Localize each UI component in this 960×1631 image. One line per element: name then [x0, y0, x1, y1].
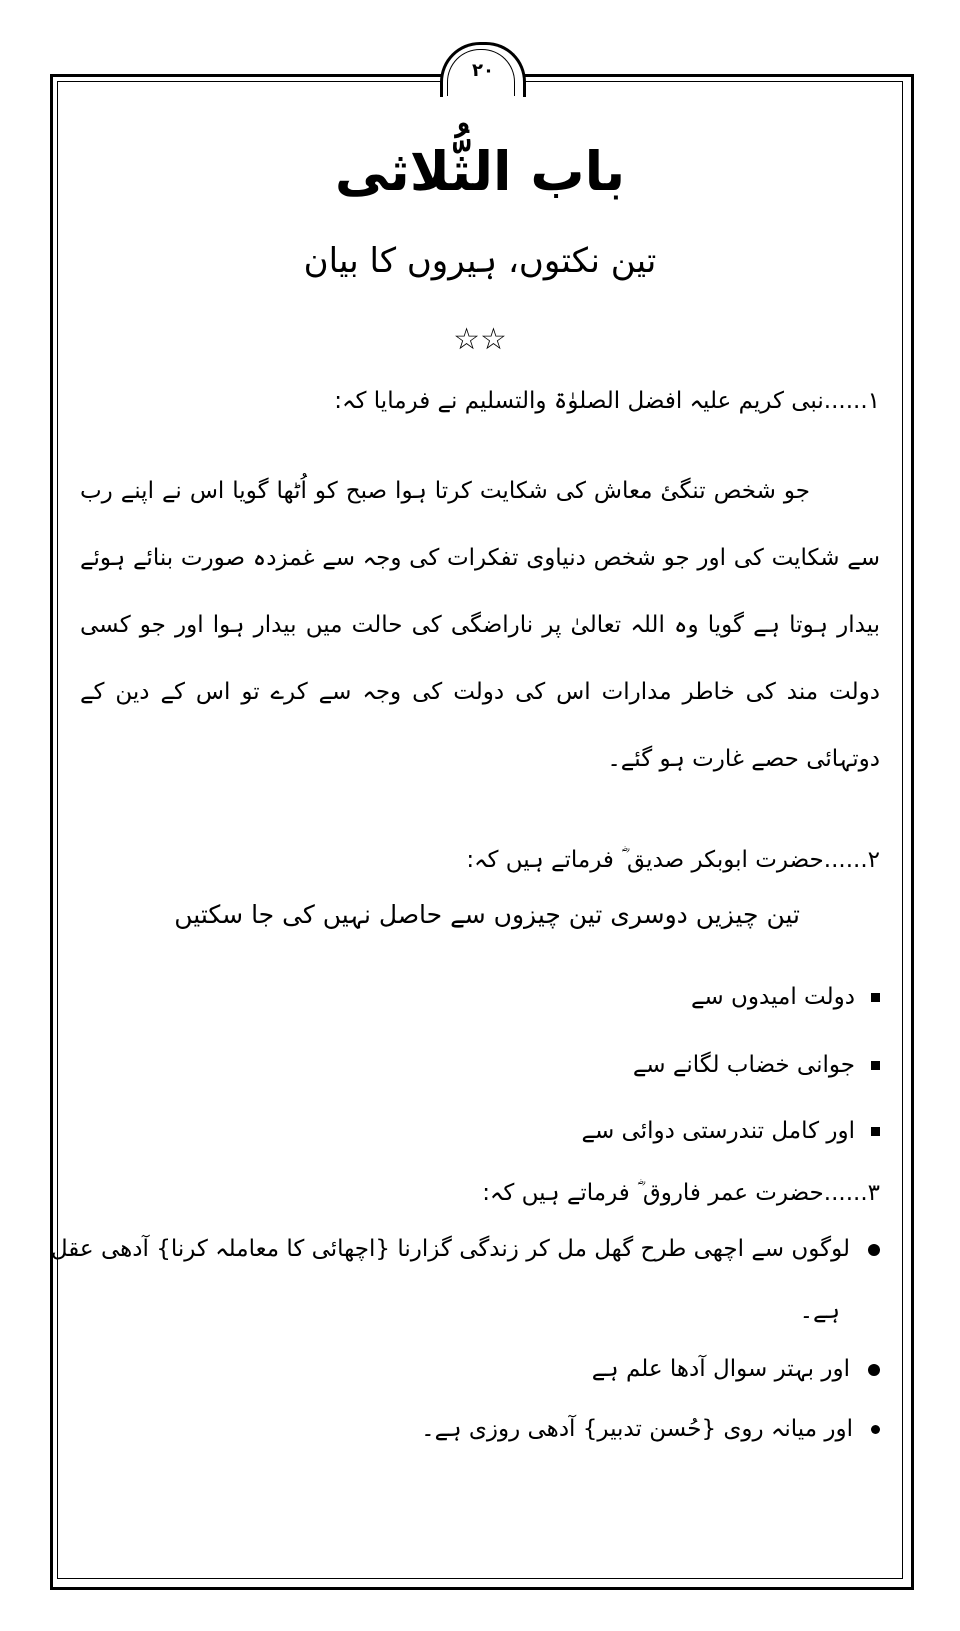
list-item-text: لوگوں سے اچھی طرح گھل مل کر زندگی گزارنا {اچھائی کا معاملہ کرنا} آدھی عقل	[50, 1236, 850, 1262]
circle-bullet-icon	[868, 1244, 880, 1256]
chapter-subtitle: تین نکتوں، ہیروں کا بیان	[303, 241, 657, 281]
section-2-quote: تین چیزیں دوسری تین چیزوں سے حاصل نہیں کی جا سکتیں	[174, 900, 800, 929]
circle-bullet-icon	[871, 1425, 880, 1434]
list-item-text: اور میانہ روی {حُسن تدبیر} آدھی روزی ہے۔	[421, 1416, 853, 1442]
square-bullet-icon	[871, 1127, 880, 1136]
page-number: ۲۰	[472, 60, 494, 81]
square-bullet-icon	[871, 993, 880, 1002]
list-item	[633, 1052, 880, 1078]
section-3-heading: ۳......حضرت عمر فاروق ؓ فرماتے ہیں کہ:	[482, 1180, 880, 1206]
list-item-text: اور بہتر سوال آدھا علم ہے	[591, 1356, 850, 1382]
circle-bullet-icon	[868, 1364, 880, 1376]
list-item	[51, 1236, 880, 1262]
list-item-text: جوانی خضاب لگانے سے	[632, 1052, 855, 1078]
chapter-title: باب الثُّلاثی	[334, 140, 626, 203]
section-1-heading: ۱......نبی کریم علیہ افضل الصلوٰۃ والتسلیم نے فرمایا کہ:	[334, 388, 880, 414]
list-item-text: دولت امیدوں سے	[690, 984, 855, 1010]
star-ornament: ☆☆	[453, 322, 507, 357]
list-item-continuation: ہے۔	[799, 1298, 840, 1324]
section-2-heading: ۲......حضرت ابوبکر صدیق ؓ فرماتے ہیں کہ:	[466, 847, 880, 873]
page-border-inner	[57, 81, 903, 1579]
section-1-paragraph: جو شخص تنگیٔ معاش کی شکایت کرتا ہوا صبح کو اُٹھا گویا اس نے اپنے رب سے شکایت کی اور جو شخص دنیاوی تفکرات کی وجہ سے غمزدہ صورت بنائے ہوئے بیدار ہوتا ہے گویا وہ اللہ تعالیٰ پر ناراضگی کی حالت میں بیدار ہوا اور جو کسی دولت مند کی خاطر مدارات اس کی دولت کی وجہ سے کرے تو اس کے دین کے دوتہائی حصے غارت ہو گئے۔	[80, 478, 880, 772]
list-item	[581, 1118, 880, 1144]
list-item	[421, 1416, 880, 1442]
list-item-text: اور کامل تندرستی دوائی سے	[581, 1118, 855, 1144]
list-item	[691, 984, 880, 1010]
list-item	[592, 1356, 880, 1382]
square-bullet-icon	[871, 1061, 880, 1070]
